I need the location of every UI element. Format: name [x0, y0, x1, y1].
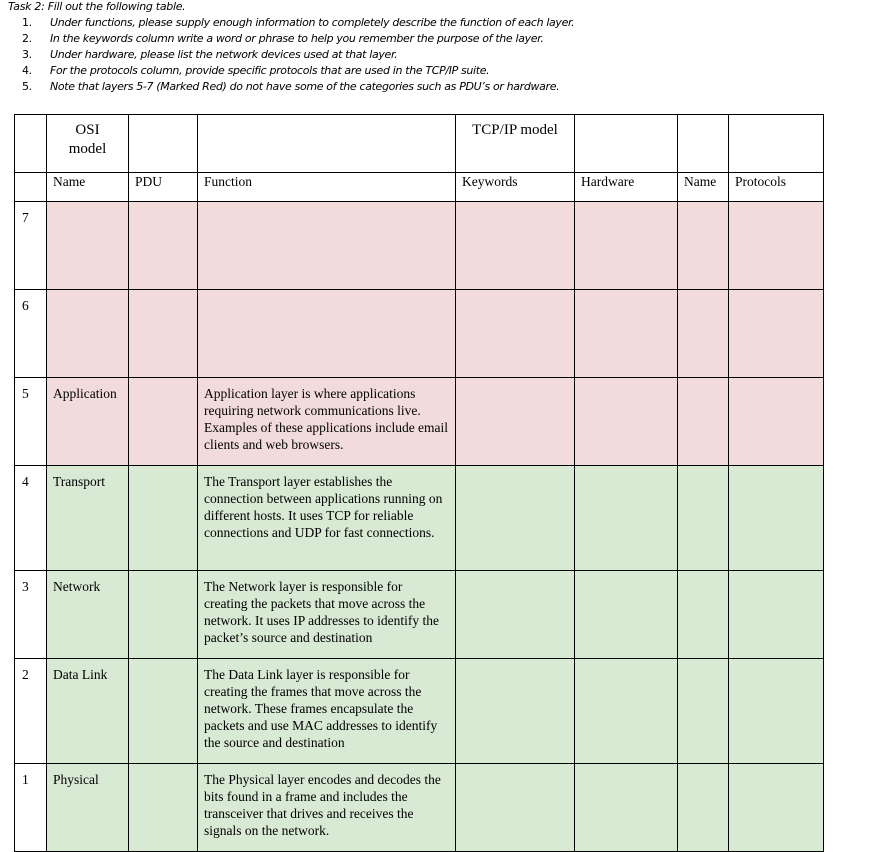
hardware-cell[interactable]: [575, 202, 678, 290]
tcp-name-cell[interactable]: [678, 290, 729, 378]
header-blank-cell: [198, 115, 456, 173]
pdu-cell[interactable]: [129, 659, 198, 764]
pdu-cell[interactable]: [129, 466, 198, 571]
hardware-cell[interactable]: [575, 378, 678, 466]
table-row-layer-3: [15, 571, 824, 659]
tcp-name-cell[interactable]: [678, 466, 729, 571]
task-title: Task 2: Fill out the following table.: [8, 0, 186, 13]
osi-table: [14, 114, 824, 852]
col-header-keywords: Keywords: [456, 173, 575, 202]
pdu-cell[interactable]: [129, 202, 198, 290]
col-header-tcp-name: Name: [678, 173, 729, 202]
header-blank-cell: [129, 115, 198, 173]
header-row-columns: [15, 173, 824, 202]
layer-name-cell[interactable]: Application: [47, 378, 129, 466]
protocols-cell[interactable]: [729, 571, 824, 659]
col-header-pdu: PDU: [129, 173, 198, 202]
layer-name-cell[interactable]: Transport: [47, 466, 129, 571]
col-header-protocols: Protocols: [729, 173, 824, 202]
table-row-layer-7: [15, 202, 824, 290]
keywords-cell[interactable]: [456, 764, 575, 852]
keywords-cell[interactable]: [456, 290, 575, 378]
layer-number: 2: [15, 659, 47, 764]
pdu-cell[interactable]: [129, 764, 198, 852]
keywords-cell[interactable]: [456, 571, 575, 659]
tcp-name-cell[interactable]: [678, 378, 729, 466]
protocols-cell[interactable]: [729, 764, 824, 852]
header-blank-cell: [575, 115, 678, 173]
table-row-layer-5: [15, 378, 824, 466]
instruction-item: 2. In the keywords column write a word or phrase to help you remember the purpose of the layer.: [22, 32, 544, 45]
col-header-function: Function: [198, 173, 456, 202]
layer-number: 4: [15, 466, 47, 571]
function-cell[interactable]: The Transport layer establishes the connection between applications running on different hosts. It uses TCP for reliable connections and UDP for fast connections.: [198, 466, 456, 571]
osi-model-title: OSI model: [47, 115, 129, 173]
pdu-cell[interactable]: [129, 290, 198, 378]
table-row-layer-6: [15, 290, 824, 378]
layer-name-cell[interactable]: [47, 202, 129, 290]
hardware-cell[interactable]: [575, 764, 678, 852]
header-row-models: [15, 115, 824, 173]
keywords-cell[interactable]: [456, 202, 575, 290]
layer-name-cell[interactable]: Data Link: [47, 659, 129, 764]
hardware-cell[interactable]: [575, 466, 678, 571]
function-cell[interactable]: The Data Link layer is responsible for creating the frames that move across the network. These frames encapsulate the packets and use MAC addresses to identify the source and destination: [198, 659, 456, 764]
layer-number: 7: [15, 202, 47, 290]
table-row-layer-2: [15, 659, 824, 764]
instruction-item: 1. Under functions, please supply enough information to completely describe the function of each layer.: [22, 16, 575, 29]
hardware-cell[interactable]: [575, 571, 678, 659]
instructions-list: [22, 15, 574, 95]
col-header-hardware: Hardware: [575, 173, 678, 202]
tcpip-model-title: TCP/IP model: [456, 115, 575, 173]
layer-name-cell[interactable]: [47, 290, 129, 378]
protocols-cell[interactable]: [729, 659, 824, 764]
protocols-cell[interactable]: [729, 202, 824, 290]
table-row-layer-1: [15, 764, 824, 852]
header-blank-cell: [15, 115, 47, 173]
table-row-layer-4: [15, 466, 824, 571]
protocols-cell[interactable]: [729, 466, 824, 571]
layer-number: 6: [15, 290, 47, 378]
function-cell[interactable]: Application layer is where applications requiring network communications live. Examples of these applications include email clients and web browsers.: [198, 378, 456, 466]
function-cell[interactable]: [198, 290, 456, 378]
layer-name-cell[interactable]: Network: [47, 571, 129, 659]
layer-number: 1: [15, 764, 47, 852]
hardware-cell[interactable]: [575, 659, 678, 764]
tcp-name-cell[interactable]: [678, 764, 729, 852]
function-cell[interactable]: The Network layer is responsible for creating the packets that move across the network. It uses IP addresses to identify the packet’s source and destination: [198, 571, 456, 659]
tcp-name-cell[interactable]: [678, 202, 729, 290]
layer-number: 3: [15, 571, 47, 659]
tcp-name-cell[interactable]: [678, 571, 729, 659]
function-cell[interactable]: [198, 202, 456, 290]
layer-name-cell[interactable]: Physical: [47, 764, 129, 852]
keywords-cell[interactable]: [456, 466, 575, 571]
keywords-cell[interactable]: [456, 659, 575, 764]
function-cell[interactable]: The Physical layer encodes and decodes the bits found in a frame and includes the transceiver that drives and receives the signals on the network.: [198, 764, 456, 852]
layer-number: 5: [15, 378, 47, 466]
protocols-cell[interactable]: [729, 290, 824, 378]
pdu-cell[interactable]: [129, 378, 198, 466]
col-header-name: Name: [47, 173, 129, 202]
instruction-item: 3. Under hardware, please list the network devices used at that layer.: [22, 48, 398, 61]
protocols-cell[interactable]: [729, 378, 824, 466]
hardware-cell[interactable]: [575, 290, 678, 378]
header-blank-cell: [678, 115, 729, 173]
instruction-item: 4. For the protocols column, provide specific protocols that are used in the TCP/IP suite.: [22, 64, 490, 77]
header-blank-cell: [15, 173, 47, 202]
header-blank-cell: [729, 115, 824, 173]
keywords-cell[interactable]: [456, 378, 575, 466]
pdu-cell[interactable]: [129, 571, 198, 659]
tcp-name-cell[interactable]: [678, 659, 729, 764]
instruction-item: 5. Note that layers 5-7 (Marked Red) do not have some of the categories such as PDU’s or hardware.: [22, 80, 560, 93]
